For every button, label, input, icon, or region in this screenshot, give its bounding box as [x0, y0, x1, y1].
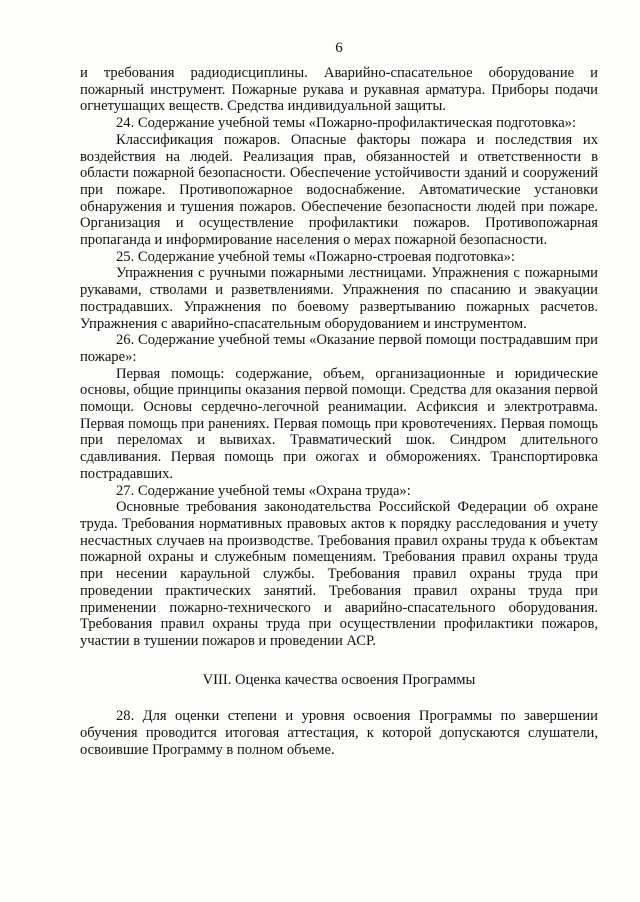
topic-24-content: Классификация пожаров. Опасные факторы пожара и последствия их воздействия на людей. Реализация прав, обязанностей и ответственности в области пожарной безопасности. Обеспечение устойчивости зданий и сооружений при пожаре. Противопожарное водоснабжение. Автоматические установки обнаружения и тушения пожаров. Обеспечение безопасности людей при пожаре. Организация и осуществление профилактики пожаров. Противопожарная пропаганда и информирование населения о мерах пожарной безопасности.: [80, 131, 598, 249]
topic-27-content: Основные требования законодательства Российской Федерации об охране труда. Требования нормативных правовых актов к порядку расследования и учету несчастных случаев на производстве. Требования правил охраны труда к объектам пожарной охраны и служебным помещениям. Требования правил охраны труда при несении караульной службы. Требования правил охраны труда при проведении практических занятий. Требования правил охраны труда при применении пожарно-технического и аварийно-спасательного оборудования. Требования правил охраны труда при осуществлении профилактики пожаров, участии в тушении пожаров и проведении АСР.: [80, 499, 598, 649]
page-number: 6: [335, 40, 343, 56]
section-title: VIII. Оценка качества освоения Программы: [202, 671, 476, 688]
assessment-paragraph: 28. Для оценки степени и уровня освоения Программы по завершении обучения проводится итоговая аттестация, к которой допускаются слушатели, освоившие Программу в полном объеме.: [80, 708, 598, 758]
topic-24-heading: 24. Содержание учебной темы «Пожарно-профилактическая подготовка»:: [116, 115, 577, 132]
topic-26-heading: 26. Содержание учебной темы «Оказание первой помощи пострадавшим при пожаре»:: [80, 332, 598, 365]
topic-27-heading: 27. Содержание учебной темы «Охрана труда»:: [116, 482, 411, 499]
topic-25-heading: 25. Содержание учебной темы «Пожарно-строевая подготовка»:: [116, 248, 515, 265]
topic-25-content: Упражнения с ручными пожарными лестницами. Упражнения с пожарными рукавами, стволами и разветвлениями. Упражнения по спасанию и эвакуации пострадавших. Упражнения по боевому развертыванию пожарных расчетов. Упражнения с аварийно-спасательным оборудованием и инструментом.: [80, 265, 598, 332]
topic-26-content: Первая помощь: содержание, объем, организационные и юридические основы, общие принципы оказания первой помощи. Средства для оказания первой помощи. Основы сердечно-легочной реанимации. Асфиксия и электротравма. Первая помощь при ранениях. Первая помощь при кровотечениях. Первая помощь при переломах и вывихах. Травматический шок. Синдром длительного сдавливания. Первая помощь при ожогах и обморожениях. Транспортировка пострадавших.: [80, 365, 598, 482]
paragraph-equipment-continuation: и требования радиодисциплины. Аварийно-спасательное оборудование и пожарный инструмент. Пожарные рукава и рукавная арматура. Приборы подачи огнетушащих веществ. Средства индивидуальной защиты.: [80, 65, 598, 115]
document-body: [80, 65, 598, 758]
